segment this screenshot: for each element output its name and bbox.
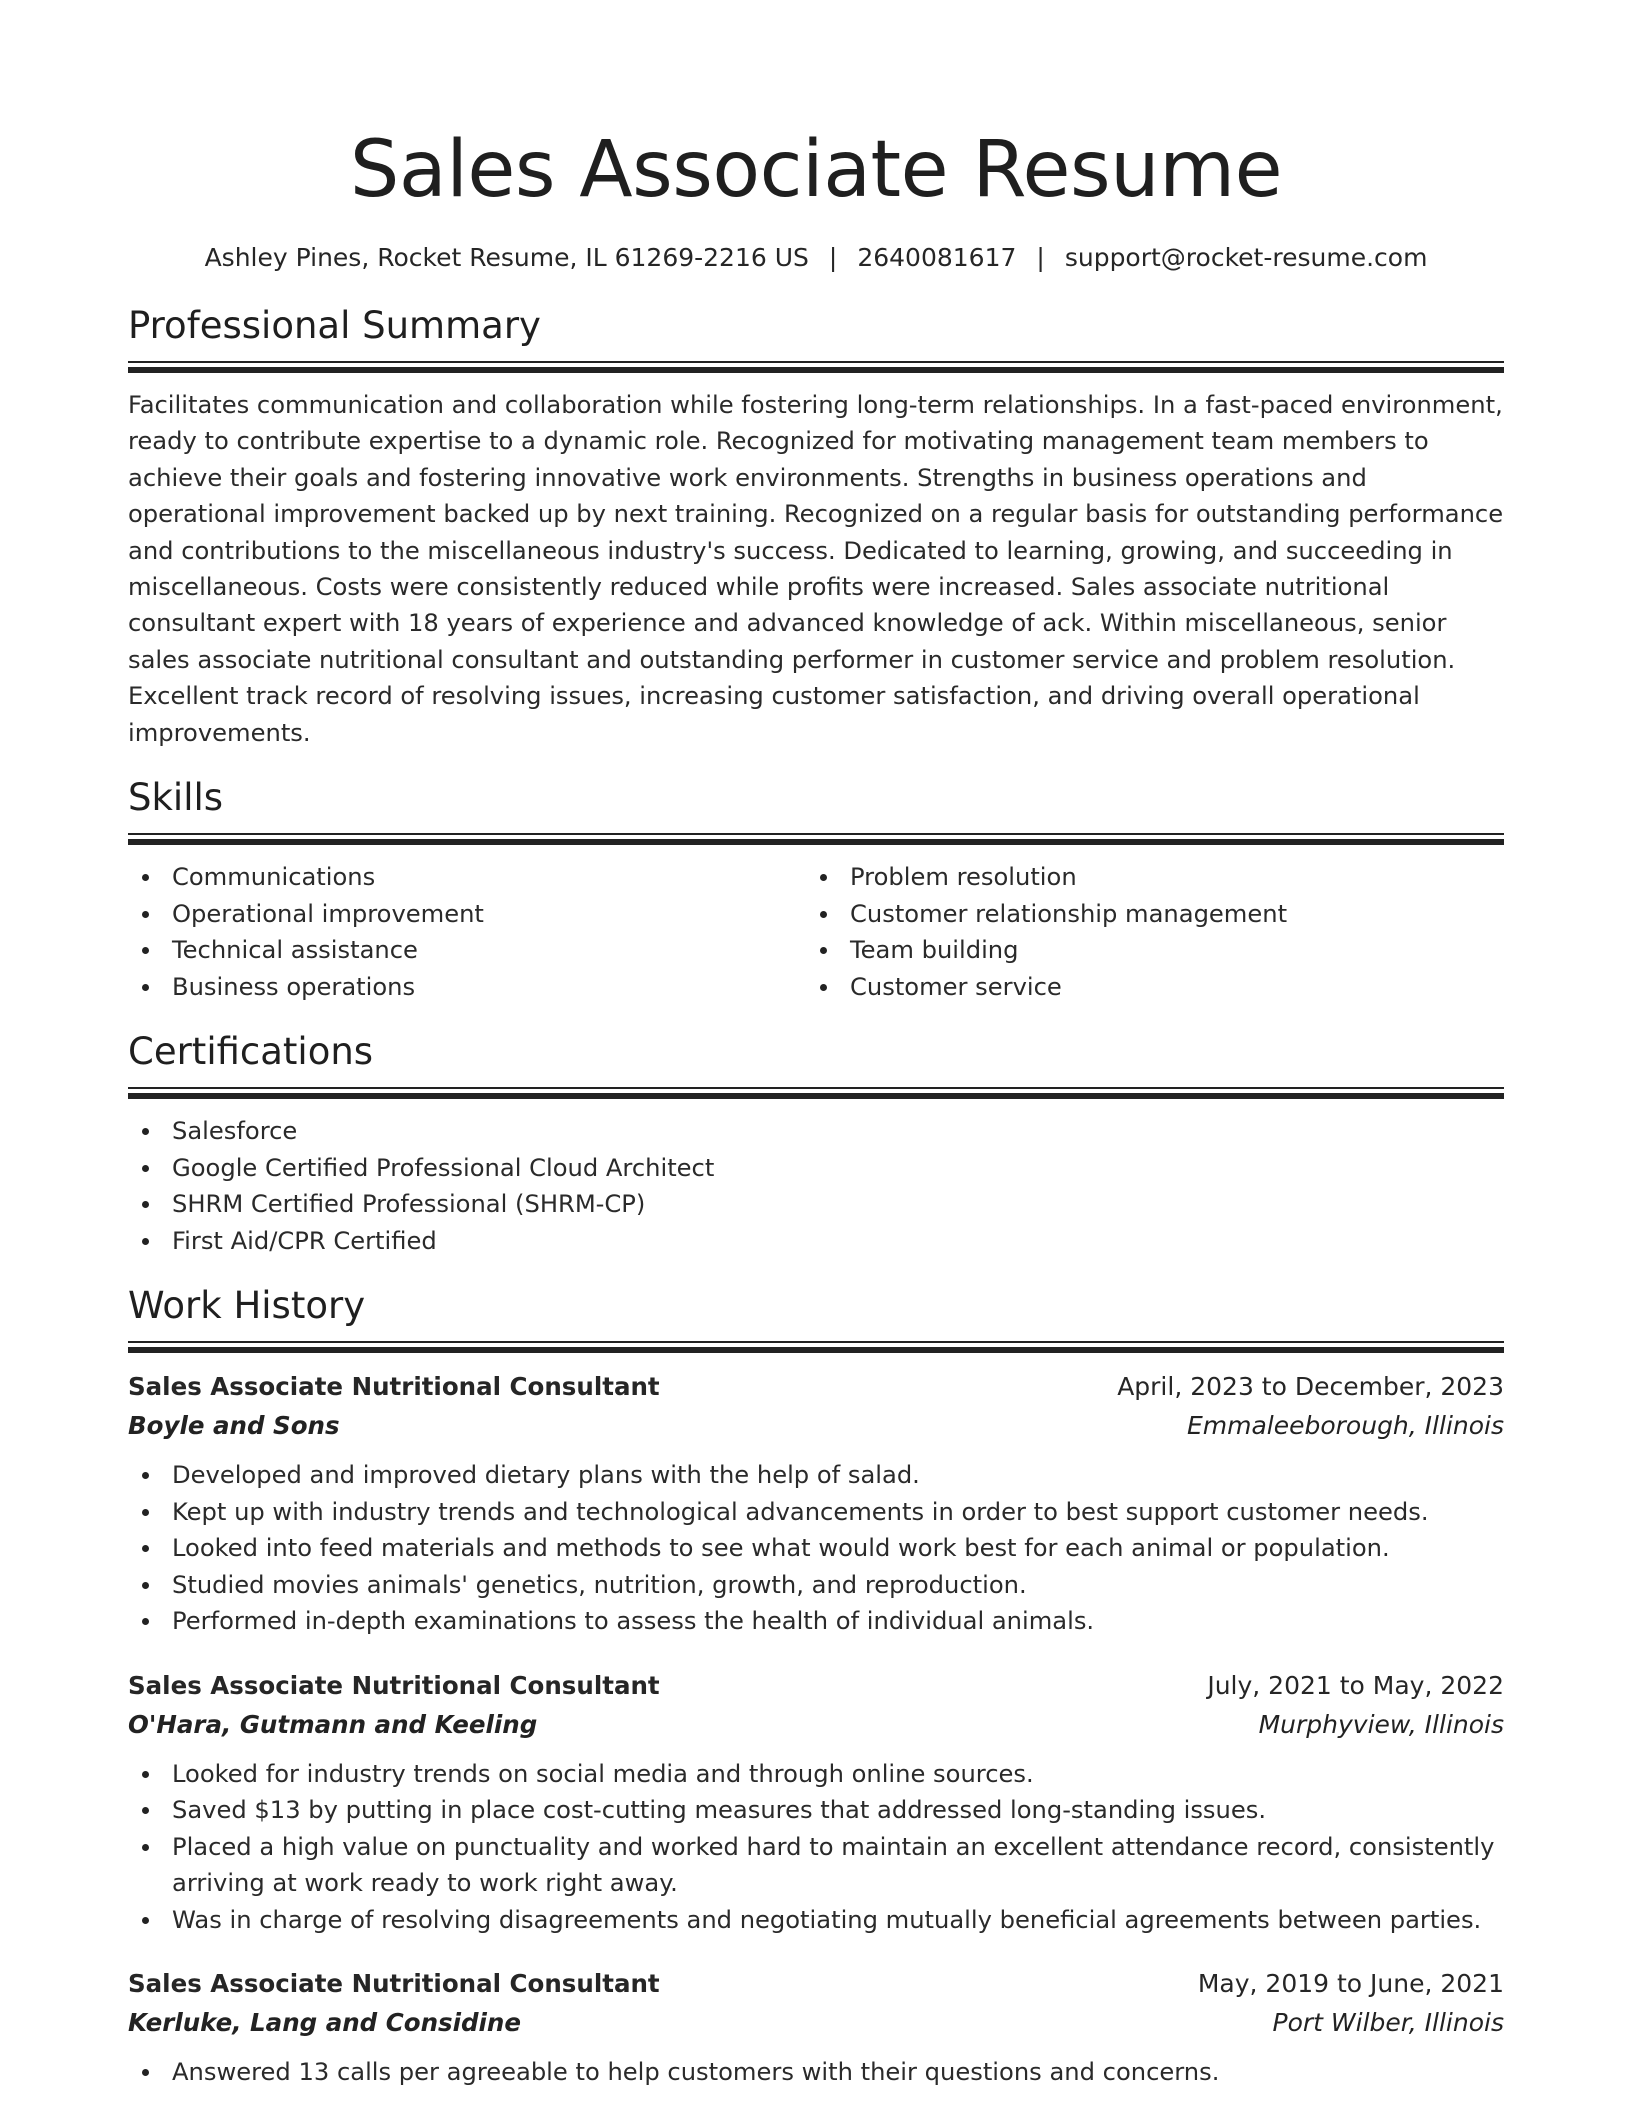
- job-company: Boyle and Sons: [128, 1411, 340, 1441]
- skill-item: Technical assistance: [128, 932, 806, 969]
- certification-item: SHRM Certified Professional (SHRM-CP): [128, 1186, 1504, 1223]
- job-title: Sales Associate Nutritional Consultant: [128, 1372, 660, 1402]
- job-bullets: [128, 1457, 1504, 1640]
- job-bullet: Studied movies animals' genetics, nutrition, growth, and reproduction.: [128, 1567, 1504, 1604]
- job-header: [128, 1964, 1504, 2003]
- section-divider: [128, 833, 1504, 845]
- section-divider: [128, 1341, 1504, 1353]
- contact-phone: 2640081617: [857, 243, 1017, 272]
- job-bullet: Performed in-depth examinations to assess the health of individual animals.: [128, 1603, 1504, 1640]
- job-subheader: [128, 1406, 1504, 1445]
- job-header: [128, 1666, 1504, 1705]
- section-heading-certifications: Certifications: [128, 1030, 374, 1074]
- job-header: [128, 1367, 1504, 1406]
- job-subheader: [128, 2003, 1504, 2042]
- job-bullet: Answered 13 calls per agreeable to help customers with their questions and concerns.: [128, 2054, 1504, 2091]
- skills-list-right: [806, 859, 1484, 1005]
- job-bullet: Kept up with industry trends and technological advancements in order to best support customer needs.: [128, 1494, 1504, 1531]
- skills-list-left: [128, 859, 806, 1005]
- job-location: Emmaleeborough, Illinois: [1186, 1411, 1504, 1441]
- job-dates: July, 2021 to May, 2022: [1207, 1670, 1504, 1700]
- job-company: Kerluke, Lang and Considine: [128, 2008, 521, 2038]
- skill-item: Communications: [128, 859, 806, 896]
- job-dates: May, 2019 to June, 2021: [1197, 1969, 1504, 1999]
- contact-separator: |: [828, 243, 838, 272]
- job-company: O'Hara, Gutmann and Keeling: [128, 1709, 538, 1739]
- job-bullet: Developed and improved dietary plans with the help of salad.: [128, 1457, 1504, 1494]
- contact-separator: |: [1036, 243, 1045, 272]
- job-title: Sales Associate Nutritional Consultant: [128, 1969, 660, 1999]
- page-title: Sales Associate Resume: [349, 125, 1283, 215]
- job-subheader: [128, 1705, 1504, 1744]
- job-location: Port Wilber, Illinois: [1272, 2008, 1504, 2038]
- summary-text: Facilitates communication and collaboration while fostering long-term relationships. In a fast-paced environment, ready to contribute expertise to a dynamic role. Recognized for motivating management team members to achieve their goals and fostering innovative work environments. Strengths in business operations and operational improvement backed up by next training. Recognized on a regular basis for outstanding performance and contributions to the miscellaneous industry's success. Dedicated to learning, growing, and succeeding in miscellaneous. Costs were consistently reduced while profits were increased. Sales associate nutritional consultant expert with 18 years of experience and advanced knowledge of ack. Within miscellaneous, senior sales associate nutritional consultant and outstanding performer in customer service and problem resolution. Excellent track record of resolving issues, increasing customer satisfaction, and driving overall operational improvements.: [128, 391, 1504, 747]
- skills-columns: [128, 859, 1504, 1005]
- skill-item: Problem resolution: [806, 859, 1484, 896]
- section-divider: [128, 1087, 1504, 1099]
- job-bullets: [128, 1756, 1504, 1939]
- section-heading-work-history: Work History: [128, 1284, 366, 1328]
- certifications-list: [128, 1113, 1504, 1259]
- job-dates: April, 2023 to December, 2023: [1117, 1372, 1504, 1402]
- job-location: Murphyview, Illinois: [1258, 1709, 1504, 1739]
- contact-email: support@rocket-resume.com: [1064, 243, 1428, 272]
- contact-line: [128, 240, 1504, 276]
- section-heading-skills: Skills: [128, 776, 224, 820]
- job-title: Sales Associate Nutritional Consultant: [128, 1670, 660, 1700]
- certification-item: First Aid/CPR Certified: [128, 1223, 1504, 1260]
- certification-item: Salesforce: [128, 1113, 1504, 1150]
- resume-page: [128, 0, 1504, 2091]
- skill-item: Team building: [806, 932, 1484, 969]
- certifications-section: [128, 1027, 1504, 1259]
- skill-item: Customer relationship management: [806, 896, 1484, 933]
- skills-section: [128, 773, 1504, 1005]
- job-bullet: Saved $13 by putting in place cost-cutting measures that addressed long-standing issues.: [128, 1792, 1504, 1829]
- job-entry: [128, 1367, 1504, 1640]
- job-bullet: Looked for industry trends on social media and through online sources.: [128, 1756, 1504, 1793]
- skill-item: Operational improvement: [128, 896, 806, 933]
- work-history-section: [128, 1281, 1504, 2091]
- job-bullet: Was in charge of resolving disagreements and negotiating mutually beneficial agreements between parties.: [128, 1902, 1504, 1939]
- contact-address: Ashley Pines, Rocket Resume, IL 61269-2216 US: [204, 243, 809, 272]
- summary-section: [128, 301, 1504, 751]
- skill-item: Business operations: [128, 969, 806, 1006]
- job-bullet: Placed a high value on punctuality and worked hard to maintain an excellent attendance record, consistently arriving at work ready to work right away.: [128, 1829, 1504, 1902]
- skill-item: Customer service: [806, 969, 1484, 1006]
- job-entry: [128, 1666, 1504, 1939]
- job-bullet: Looked into feed materials and methods to see what would work best for each animal or population.: [128, 1530, 1504, 1567]
- job-bullets: [128, 2054, 1504, 2091]
- certification-item: Google Certified Professional Cloud Architect: [128, 1150, 1504, 1187]
- job-entry: [128, 1964, 1504, 2091]
- section-heading-summary: Professional Summary: [128, 304, 541, 347]
- section-divider: [128, 361, 1504, 373]
